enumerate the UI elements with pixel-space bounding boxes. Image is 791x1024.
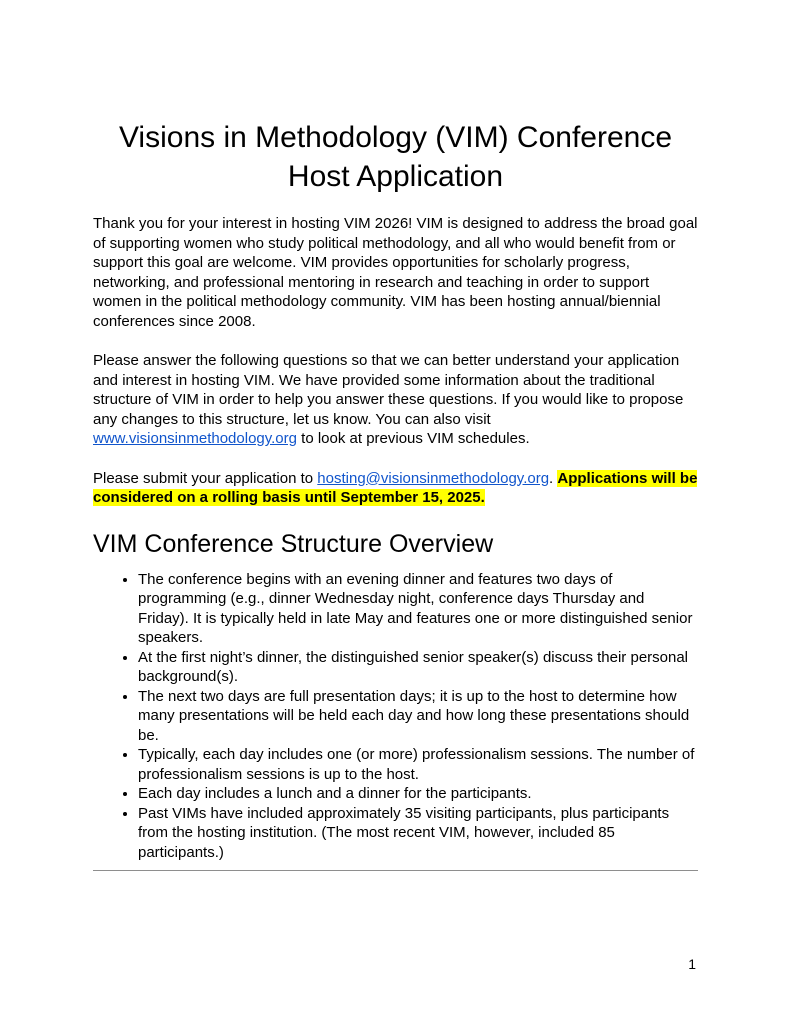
submit-paragraph-text: Please submit your application to [93, 469, 318, 487]
submit-paragraph-text-after: . [549, 469, 558, 487]
list-item: • Past VIMs have included approximately 35 visiting participants, plus participants from the hosting institution. (The most recent VIM, however, included 85 participants.) [138, 804, 698, 863]
deadline-highlight: Applications will be considered on a rolling basis until September 15, 2025. [93, 469, 698, 506]
list-item: • At the first night’s dinner, the distinguished senior speaker(s) discuss their personal background(s). [138, 648, 698, 687]
website-link[interactable]: www.visionsinmethodology.org [93, 430, 297, 447]
list-item: • The conference begins with an evening dinner and features two days of programming (e.g., dinner Wednesday night, conference days Thursday and Friday). It is typically held in late May and features one or more distinguished senior speakers. [138, 570, 698, 648]
submit-paragraph [93, 469, 698, 508]
questions-paragraph-text-after: to look at previous VIM schedules. [297, 430, 530, 447]
questions-paragraph-text: Please answer the following questions so that we can better understand your application and interest in hosting VIM. We have provided some information about the traditional structure of VIM in order to help you answer these questions. If you would like to propose any changes to this structure, let us know. You can also visit [93, 352, 684, 428]
section-heading: VIM Conference Structure Overview [93, 529, 494, 558]
list-item: • The next two days are full presentation days; it is up to the host to determine how many presentations will be held each day and how long these presentations should be. [138, 687, 698, 746]
horizontal-divider [93, 870, 698, 871]
structure-overview-list [93, 570, 698, 863]
list-item: • Each day includes a lunch and a dinner for the participants. [138, 784, 698, 804]
questions-paragraph [93, 351, 698, 449]
intro-paragraph: Thank you for your interest in hosting VIM 2026! VIM is designed to address the broad goal of supporting women who study political methodology, and all who would benefit from or support this goal are welcome. VIM provides opportunities for scholarly progress, networking, and professional mentoring in research and teaching in order to support women in the political methodology community. VIM has been hosting annual/biennial conferences since 2008. [93, 215, 698, 330]
list-item: • Typically, each day includes one (or more) professionalism sessions. The number of professionalism sessions is up to the host. [138, 745, 698, 784]
email-link[interactable]: hosting@visionsinmethodology.org [317, 469, 550, 487]
page-number: 1 [688, 956, 696, 972]
document-title: Visions in Methodology (VIM) Conference Host Application [118, 121, 673, 193]
